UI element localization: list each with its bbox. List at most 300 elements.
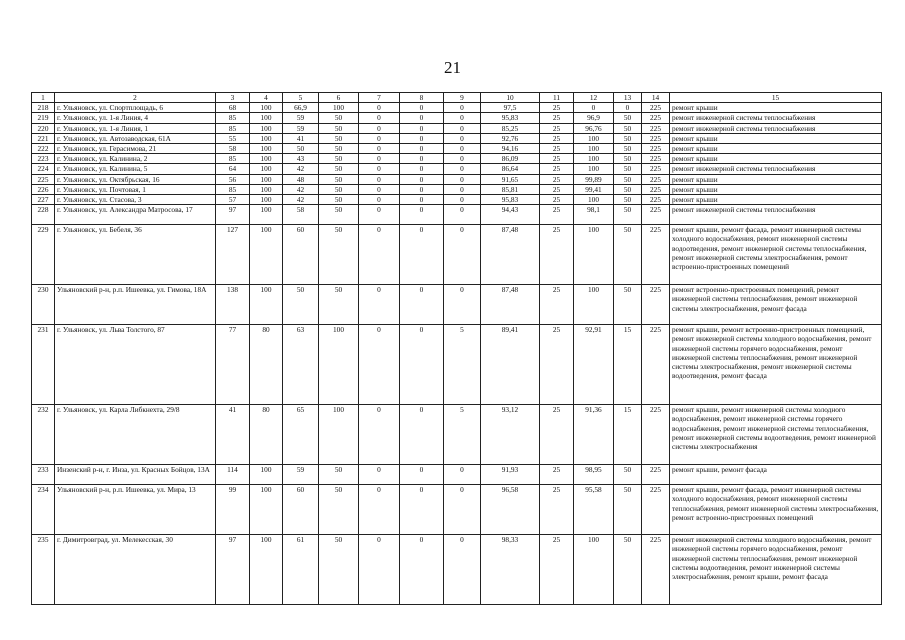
value-cell: 100 — [250, 535, 283, 605]
value-cell: 87,48 — [481, 225, 540, 285]
value-cell: 0 — [359, 164, 400, 174]
value-cell: 0 — [359, 133, 400, 143]
row-number: 227 — [32, 195, 55, 205]
value-cell: 98,33 — [481, 535, 540, 605]
value-cell: 50 — [319, 205, 359, 225]
value-cell: 0 — [359, 123, 400, 133]
value-cell: 225 — [642, 405, 670, 465]
table-row — [32, 123, 882, 133]
value-cell: 87,48 — [481, 285, 540, 325]
value-cell: 138 — [216, 285, 250, 325]
value-cell: 59 — [283, 465, 319, 485]
value-cell: 25 — [540, 205, 574, 225]
value-cell: 0 — [574, 103, 614, 113]
value-cell: 225 — [642, 144, 670, 154]
value-cell: 86,09 — [481, 154, 540, 164]
value-cell: 41 — [216, 405, 250, 465]
value-cell: 100 — [574, 285, 614, 325]
address-cell: г. Ульяновск, ул. Почтовая, 1 — [55, 184, 216, 194]
works-cell: ремонт крыши — [670, 195, 882, 205]
value-cell: 100 — [574, 164, 614, 174]
table-row — [32, 195, 882, 205]
value-cell: 66,9 — [283, 103, 319, 113]
value-cell: 57 — [216, 195, 250, 205]
value-cell: 225 — [642, 485, 670, 535]
value-cell: 50 — [614, 195, 642, 205]
table-row — [32, 205, 882, 225]
value-cell: 91,65 — [481, 174, 540, 184]
value-cell: 0 — [400, 405, 444, 465]
table-row — [32, 174, 882, 184]
value-cell: 0 — [400, 205, 444, 225]
value-cell: 100 — [250, 123, 283, 133]
value-cell: 63 — [283, 325, 319, 405]
value-cell: 60 — [283, 225, 319, 285]
value-cell: 225 — [642, 205, 670, 225]
value-cell: 50 — [319, 174, 359, 184]
value-cell: 50 — [319, 144, 359, 154]
table-row — [32, 103, 882, 113]
value-cell: 50 — [319, 113, 359, 123]
row-number: 234 — [32, 485, 55, 535]
value-cell: 85 — [216, 123, 250, 133]
column-header: 5 — [283, 93, 319, 103]
value-cell: 100 — [250, 174, 283, 184]
value-cell: 0 — [400, 285, 444, 325]
table-row — [32, 405, 882, 465]
value-cell: 95,83 — [481, 195, 540, 205]
address-cell: г. Ульяновск, ул. Автозаводская, 61А — [55, 133, 216, 143]
value-cell: 85,81 — [481, 184, 540, 194]
value-cell: 50 — [614, 164, 642, 174]
value-cell: 0 — [444, 123, 481, 133]
value-cell: 42 — [283, 184, 319, 194]
column-header: 2 — [55, 93, 216, 103]
value-cell: 50 — [614, 285, 642, 325]
value-cell: 127 — [216, 225, 250, 285]
value-cell: 100 — [574, 535, 614, 605]
address-cell: г. Ульяновск, ул. Стасова, 3 — [55, 195, 216, 205]
value-cell: 41 — [283, 133, 319, 143]
value-cell: 0 — [444, 535, 481, 605]
column-header: 8 — [400, 93, 444, 103]
value-cell: 0 — [614, 103, 642, 113]
value-cell: 50 — [319, 123, 359, 133]
value-cell: 100 — [250, 103, 283, 113]
value-cell: 0 — [359, 174, 400, 184]
value-cell: 68 — [216, 103, 250, 113]
works-cell: ремонт крыши, ремонт фасада, ремонт инженерной системы холодного водоснабжения, ремонт инженерной системы водоотведения, ремонт инженерной системы теплоснабжения, ремонт инженерной системы электроснабжения, ремонт встроенно-пристроенных помещений — [670, 225, 882, 285]
column-header: 10 — [481, 93, 540, 103]
value-cell: 91,36 — [574, 405, 614, 465]
value-cell: 97 — [216, 205, 250, 225]
value-cell: 0 — [400, 103, 444, 113]
column-header: 7 — [359, 93, 400, 103]
value-cell: 100 — [250, 144, 283, 154]
row-number: 219 — [32, 113, 55, 123]
table-row — [32, 184, 882, 194]
value-cell: 225 — [642, 535, 670, 605]
value-cell: 96,76 — [574, 123, 614, 133]
value-cell: 55 — [216, 133, 250, 143]
address-cell: Ульяновский р-н, р.п. Ишеевка, ул. Мира, 13 — [55, 485, 216, 535]
value-cell: 50 — [614, 485, 642, 535]
value-cell: 95,83 — [481, 113, 540, 123]
address-cell: г. Ульяновск, ул. Калинина, 5 — [55, 164, 216, 174]
value-cell: 0 — [400, 164, 444, 174]
works-cell: ремонт крыши — [670, 174, 882, 184]
value-cell: 15 — [614, 405, 642, 465]
value-cell: 43 — [283, 154, 319, 164]
value-cell: 0 — [444, 113, 481, 123]
value-cell: 25 — [540, 133, 574, 143]
value-cell: 98,1 — [574, 205, 614, 225]
value-cell: 0 — [444, 103, 481, 113]
value-cell: 5 — [444, 325, 481, 405]
value-cell: 25 — [540, 485, 574, 535]
value-cell: 96,9 — [574, 113, 614, 123]
table-row — [32, 133, 882, 143]
value-cell: 60 — [283, 485, 319, 535]
value-cell: 92,76 — [481, 133, 540, 143]
value-cell: 86,64 — [481, 164, 540, 174]
value-cell: 85,25 — [481, 123, 540, 133]
address-cell: г. Ульяновск, ул. 1-я Линия, 4 — [55, 113, 216, 123]
value-cell: 50 — [283, 144, 319, 154]
value-cell: 0 — [400, 195, 444, 205]
value-cell: 58 — [216, 144, 250, 154]
value-cell: 97 — [216, 535, 250, 605]
value-cell: 100 — [250, 285, 283, 325]
value-cell: 0 — [444, 465, 481, 485]
value-cell: 0 — [444, 184, 481, 194]
value-cell: 100 — [250, 154, 283, 164]
value-cell: 50 — [319, 225, 359, 285]
value-cell: 0 — [444, 144, 481, 154]
value-cell: 61 — [283, 535, 319, 605]
value-cell: 25 — [540, 465, 574, 485]
value-cell: 50 — [319, 154, 359, 164]
value-cell: 50 — [319, 164, 359, 174]
value-cell: 0 — [359, 485, 400, 535]
value-cell: 100 — [574, 144, 614, 154]
value-cell: 114 — [216, 465, 250, 485]
value-cell: 50 — [614, 174, 642, 184]
value-cell: 89,41 — [481, 325, 540, 405]
value-cell: 15 — [614, 325, 642, 405]
value-cell: 0 — [400, 144, 444, 154]
value-cell: 0 — [359, 405, 400, 465]
value-cell: 225 — [642, 103, 670, 113]
value-cell: 50 — [614, 535, 642, 605]
value-cell: 225 — [642, 325, 670, 405]
value-cell: 25 — [540, 195, 574, 205]
value-cell: 80 — [250, 405, 283, 465]
column-header: 9 — [444, 93, 481, 103]
column-header: 1 — [32, 93, 55, 103]
table-row — [32, 535, 882, 605]
column-header: 13 — [614, 93, 642, 103]
value-cell: 0 — [400, 123, 444, 133]
column-header: 6 — [319, 93, 359, 103]
value-cell: 85 — [216, 113, 250, 123]
value-cell: 100 — [574, 154, 614, 164]
value-cell: 0 — [444, 174, 481, 184]
value-cell: 50 — [319, 184, 359, 194]
value-cell: 0 — [400, 465, 444, 485]
value-cell: 25 — [540, 113, 574, 123]
value-cell: 50 — [614, 133, 642, 143]
row-number: 224 — [32, 164, 55, 174]
value-cell: 77 — [216, 325, 250, 405]
value-cell: 94,43 — [481, 205, 540, 225]
works-cell: ремонт инженерной системы теплоснабжения — [670, 113, 882, 123]
value-cell: 95,58 — [574, 485, 614, 535]
value-cell: 100 — [574, 195, 614, 205]
address-cell: Ульяновский р-н, р.п. Ишеевка, ул. Гимова, 18А — [55, 285, 216, 325]
column-header: 4 — [250, 93, 283, 103]
address-cell: г. Ульяновск, ул. Карла Либкнехта, 29/8 — [55, 405, 216, 465]
table-row — [32, 325, 882, 405]
row-number: 229 — [32, 225, 55, 285]
value-cell: 0 — [444, 195, 481, 205]
value-cell: 25 — [540, 225, 574, 285]
value-cell: 91,93 — [481, 465, 540, 485]
value-cell: 50 — [614, 465, 642, 485]
value-cell: 225 — [642, 123, 670, 133]
value-cell: 50 — [319, 535, 359, 605]
value-cell: 42 — [283, 195, 319, 205]
value-cell: 0 — [359, 535, 400, 605]
address-cell: Инзенский р-н, г. Инза, ул. Красных Бойцов, 13А — [55, 465, 216, 485]
works-cell: ремонт крыши, ремонт инженерной системы холодного водоснабжения, ремонт инженерной системы горячего водоснабжения, ремонт инженерной системы теплоснабжения, ремонт инженерной системы водоотведения, ремонт инженерной системы электроснабжения — [670, 405, 882, 465]
value-cell: 225 — [642, 465, 670, 485]
value-cell: 65 — [283, 405, 319, 465]
value-cell: 0 — [400, 133, 444, 143]
address-cell: г. Ульяновск, ул. Калинина, 2 — [55, 154, 216, 164]
value-cell: 0 — [359, 154, 400, 164]
value-cell: 100 — [250, 485, 283, 535]
value-cell: 0 — [400, 535, 444, 605]
address-cell: г. Ульяновск, ул. Герасимова, 21 — [55, 144, 216, 154]
value-cell: 0 — [359, 205, 400, 225]
works-cell: ремонт инженерной системы теплоснабжения — [670, 205, 882, 225]
value-cell: 50 — [319, 195, 359, 205]
row-number: 226 — [32, 184, 55, 194]
value-cell: 5 — [444, 405, 481, 465]
value-cell: 80 — [250, 325, 283, 405]
value-cell: 225 — [642, 113, 670, 123]
page-number: 21 — [444, 58, 461, 77]
value-cell: 50 — [614, 205, 642, 225]
table-row — [32, 144, 882, 154]
value-cell: 50 — [614, 113, 642, 123]
value-cell: 0 — [359, 325, 400, 405]
address-cell: г. Ульяновск, ул. Бебеля, 36 — [55, 225, 216, 285]
value-cell: 98,95 — [574, 465, 614, 485]
value-cell: 225 — [642, 225, 670, 285]
value-cell: 225 — [642, 133, 670, 143]
value-cell: 99,41 — [574, 184, 614, 194]
value-cell: 0 — [444, 485, 481, 535]
address-cell: г. Ульяновск, ул. Октябрьская, 16 — [55, 174, 216, 184]
address-cell: г. Ульяновск, ул. 1-я Линия, 1 — [55, 123, 216, 133]
value-cell: 225 — [642, 154, 670, 164]
works-cell: ремонт крыши, ремонт фасада, ремонт инженерной системы холодного водоснабжения, ремонт инженерной системы теплоснабжения, ремонт инженерной системы электроснабжения, ремонт встроенно-пристроенных помещений — [670, 485, 882, 535]
row-number: 218 — [32, 103, 55, 113]
value-cell: 100 — [250, 184, 283, 194]
value-cell: 225 — [642, 184, 670, 194]
value-cell: 50 — [614, 144, 642, 154]
value-cell: 0 — [444, 225, 481, 285]
value-cell: 100 — [250, 225, 283, 285]
value-cell: 0 — [400, 174, 444, 184]
row-number: 231 — [32, 325, 55, 405]
value-cell: 50 — [614, 184, 642, 194]
value-cell: 225 — [642, 195, 670, 205]
value-cell: 59 — [283, 113, 319, 123]
value-cell: 0 — [400, 225, 444, 285]
value-cell: 100 — [250, 205, 283, 225]
column-header: 11 — [540, 93, 574, 103]
value-cell: 25 — [540, 535, 574, 605]
works-cell: ремонт крыши — [670, 103, 882, 113]
value-cell: 0 — [359, 225, 400, 285]
row-number: 222 — [32, 144, 55, 154]
value-cell: 25 — [540, 184, 574, 194]
value-cell: 58 — [283, 205, 319, 225]
table-row — [32, 113, 882, 123]
row-number: 232 — [32, 405, 55, 465]
value-cell: 0 — [400, 325, 444, 405]
table-row — [32, 225, 882, 285]
value-cell: 99,89 — [574, 174, 614, 184]
table-row — [32, 285, 882, 325]
row-number: 221 — [32, 133, 55, 143]
value-cell: 0 — [444, 205, 481, 225]
works-cell: ремонт крыши, ремонт фасада — [670, 465, 882, 485]
value-cell: 0 — [400, 184, 444, 194]
value-cell: 100 — [319, 325, 359, 405]
value-cell: 85 — [216, 154, 250, 164]
value-cell: 0 — [359, 103, 400, 113]
value-cell: 56 — [216, 174, 250, 184]
value-cell: 25 — [540, 154, 574, 164]
value-cell: 0 — [359, 285, 400, 325]
works-cell: ремонт крыши — [670, 133, 882, 143]
value-cell: 0 — [359, 144, 400, 154]
value-cell: 100 — [250, 195, 283, 205]
value-cell: 0 — [359, 465, 400, 485]
value-cell: 25 — [540, 174, 574, 184]
value-cell: 50 — [319, 485, 359, 535]
value-cell: 25 — [540, 103, 574, 113]
value-cell: 100 — [319, 405, 359, 465]
column-header: 12 — [574, 93, 614, 103]
value-cell: 92,91 — [574, 325, 614, 405]
value-cell: 0 — [400, 113, 444, 123]
column-header: 15 — [670, 93, 882, 103]
row-number: 225 — [32, 174, 55, 184]
value-cell: 99 — [216, 485, 250, 535]
works-cell: ремонт инженерной системы холодного водоснабжения, ремонт инженерной системы горячего водоснабжения, ремонт инженерной системы теплоснабжения, ремонт инженерной системы водоотведения, ремонт инженерной системы электроснабжения, ремонт крыши, ремонт фасада — [670, 535, 882, 605]
value-cell: 50 — [614, 225, 642, 285]
works-cell: ремонт инженерной системы теплоснабжения — [670, 123, 882, 133]
value-cell: 25 — [540, 285, 574, 325]
value-cell: 48 — [283, 174, 319, 184]
value-cell: 0 — [444, 154, 481, 164]
value-cell: 94,16 — [481, 144, 540, 154]
value-cell: 93,12 — [481, 405, 540, 465]
column-header: 14 — [642, 93, 670, 103]
value-cell: 0 — [359, 184, 400, 194]
value-cell: 0 — [359, 113, 400, 123]
value-cell: 59 — [283, 123, 319, 133]
address-cell: г. Ульяновск, ул. Александра Матросова, 17 — [55, 205, 216, 225]
value-cell: 225 — [642, 285, 670, 325]
value-cell: 25 — [540, 405, 574, 465]
value-cell: 50 — [614, 154, 642, 164]
value-cell: 25 — [540, 325, 574, 405]
value-cell: 25 — [540, 123, 574, 133]
column-header: 3 — [216, 93, 250, 103]
value-cell: 64 — [216, 164, 250, 174]
row-number: 235 — [32, 535, 55, 605]
value-cell: 225 — [642, 174, 670, 184]
value-cell: 97,5 — [481, 103, 540, 113]
row-number: 233 — [32, 465, 55, 485]
works-cell: ремонт крыши — [670, 154, 882, 164]
value-cell: 50 — [319, 465, 359, 485]
value-cell: 0 — [444, 164, 481, 174]
address-cell: г. Ульяновск, ул. Льва Толстого, 87 — [55, 325, 216, 405]
table-row — [32, 154, 882, 164]
value-cell: 0 — [444, 133, 481, 143]
works-cell: ремонт встроенно-пристроенных помещений, ремонт инженерной системы теплоснабжения, ремонт инженерной системы электроснабжения, ремонт фасада — [670, 285, 882, 325]
value-cell: 42 — [283, 164, 319, 174]
value-cell: 225 — [642, 164, 670, 174]
value-cell: 0 — [359, 195, 400, 205]
address-cell: г. Ульяновск, ул. Спортплощадь, 6 — [55, 103, 216, 113]
value-cell: 100 — [574, 225, 614, 285]
value-cell: 25 — [540, 144, 574, 154]
table-row — [32, 485, 882, 535]
table-row — [32, 164, 882, 174]
value-cell: 50 — [614, 123, 642, 133]
address-cell: г. Димитровград, ул. Мелекесская, 30 — [55, 535, 216, 605]
value-cell: 100 — [250, 465, 283, 485]
row-number: 220 — [32, 123, 55, 133]
works-cell: ремонт инженерной системы теплоснабжения — [670, 164, 882, 174]
value-cell: 50 — [319, 133, 359, 143]
works-cell: ремонт крыши — [670, 184, 882, 194]
value-cell: 0 — [400, 485, 444, 535]
value-cell: 50 — [319, 285, 359, 325]
value-cell: 100 — [250, 113, 283, 123]
row-number: 223 — [32, 154, 55, 164]
value-cell: 96,58 — [481, 485, 540, 535]
value-cell: 100 — [574, 133, 614, 143]
row-number: 230 — [32, 285, 55, 325]
header-row — [32, 93, 882, 103]
row-number: 228 — [32, 205, 55, 225]
works-cell: ремонт крыши, ремонт встроенно-пристроенных помещений, ремонт инженерной системы холодного водоснабжения, ремонт инженерной системы горячего водоснабжения, ремонт инженерной системы теплоснабжения, ремонт инженерной системы электроснабжения, ремонт инженерной системы водоотведения, ремонт фасада — [670, 325, 882, 405]
value-cell: 100 — [250, 133, 283, 143]
value-cell: 100 — [250, 164, 283, 174]
value-cell: 0 — [400, 154, 444, 164]
table-row — [32, 465, 882, 485]
value-cell: 85 — [216, 184, 250, 194]
